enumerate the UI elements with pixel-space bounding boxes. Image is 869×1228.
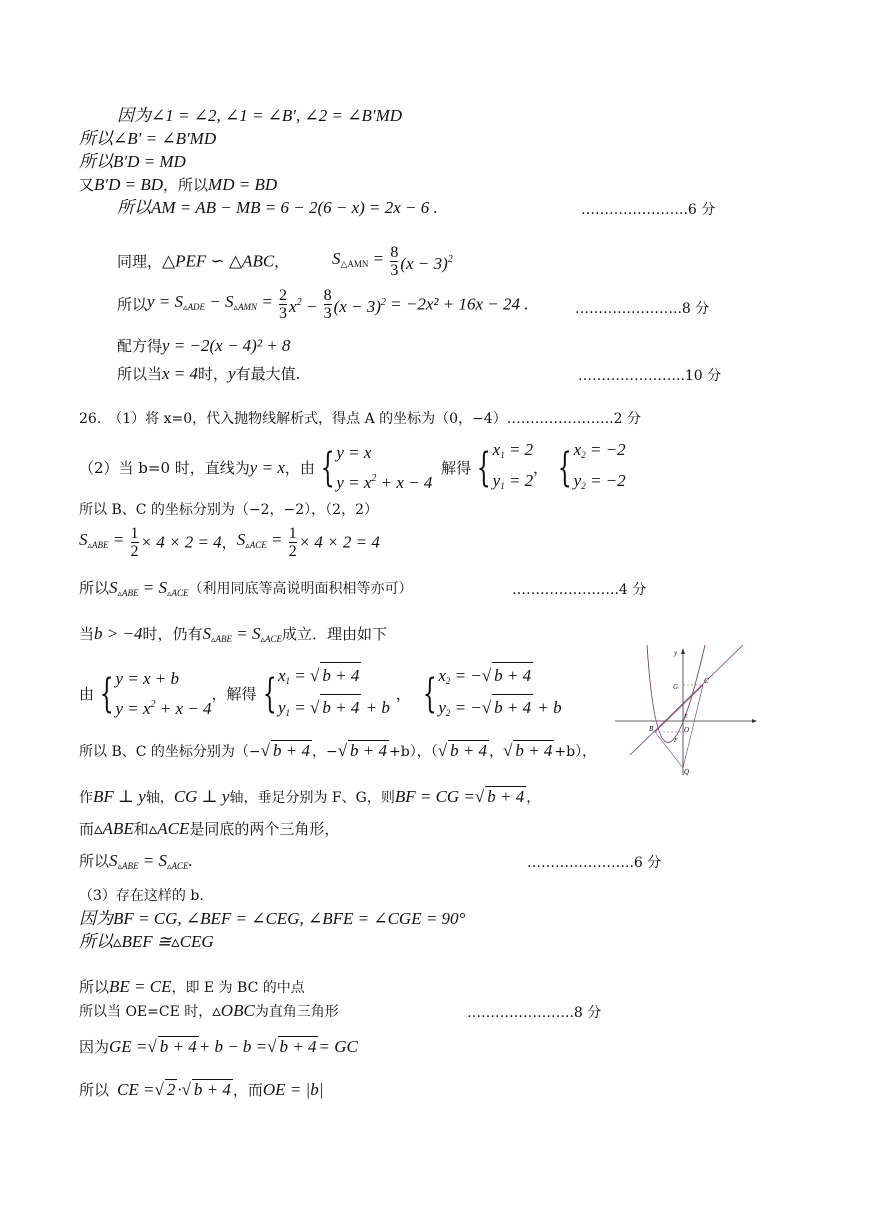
line-b-condition: 当b > −4时，仍有$S_{▵ABE} = S_{▵ACE}$成立．理由如下 (79, 624, 388, 644)
line-areas-equal-2: 所以$S_{▵ABE} = S_{▵ACE}$. (79, 851, 193, 871)
line-similar-triangles: 同理，△PEF ∽ △ABC， $S_{\triangle AMN}$ = $\frac{8}{3}$ $(x - 3)^2$ (117, 244, 453, 279)
line-angle-equalities: 因为∠1 = ∠2, ∠1 = ∠B′, ∠2 = ∠B′MD (117, 106, 403, 125)
line-md-bd: 又B′D = BD，所以MD = BD (79, 175, 278, 194)
label-c: C (704, 677, 709, 685)
line-congruence-reason: 因为BF = CG, ∠BEF = ∠CEG, ∠BFE = ∠CGE = 90° (79, 909, 466, 928)
label-o: O (684, 726, 690, 734)
label-q: Q (684, 768, 690, 776)
score-10-points: …………………..10 分 (578, 368, 722, 384)
score-4-points: …………………..4 分 (512, 582, 647, 598)
line-right-triangle: 所以当 OE=CE 时，▵OBC为直角三角形 (79, 1001, 339, 1020)
line-same-base: 而▵ABE和▵ACE是同底的两个三角形， (79, 819, 340, 838)
score-6-points-b: …………………..6 分 (527, 855, 662, 871)
line-bc-coords-1: 所以 B、C 的坐标分别为（−2，−2），（2，2） (79, 502, 378, 518)
line-congruence: 所以▵BEF ≅▵CEG (79, 932, 214, 951)
line-y-expression: 所以$y = S_{▵ADE} - S_{▵AMN}$ = $\frac{2}{3}$ $x^2$ − $\frac{8}{3}$ $(x - 3)^2 = -2x^2 + 16x - 24$ . (117, 287, 529, 322)
label-b: B (649, 725, 654, 733)
line-ge-gc: 因为GE =√ b + 4 + b − b =√ b + 4 = GC (79, 1037, 358, 1056)
label-e: E (684, 714, 688, 720)
line-y-x-plus-b (630, 645, 743, 755)
label-f: F (674, 738, 678, 744)
label-g: G (673, 683, 679, 691)
label-y: y (674, 649, 678, 657)
y-axis-arrow (681, 648, 685, 654)
line-triangle-areas: $S_{▵ABE}$ = $\frac{1}{2}$ × 4 × 2 = 4，$S_{▵ACE}$ = $\frac{1}{2}$ × 4 × 2 = 4 (79, 525, 380, 560)
line-ce-oe: 所以 CE =√ 2 ·√ b + 4 ，而OE = |b| (79, 1080, 324, 1099)
score-6-points-a: …………………..6 分 (581, 202, 716, 218)
line-angle-conclusion: 所以∠B′ = ∠B′MD (79, 129, 217, 148)
score-8-points-a: …………………..8 分 (575, 301, 710, 317)
score-8-points-b: …………………..8 分 (467, 1005, 602, 1021)
parabola-figure (610, 640, 760, 780)
line-am: 所以AM = AB − MB = 6 − 2(6 − x) = 2x − 6 . (117, 198, 438, 217)
line-bc-coords-2: 所以 B、C 的坐标分别为（−√ b + 4 ，−√ b + 4 +b），（√ b + 4 ，√ b + 4 +b）， (79, 741, 597, 760)
segment-bq (655, 732, 683, 768)
q26-part1: 26. （1）将 x=0，代入抛物线解析式，得点 A 的坐标为（0，−4）…………………..2 分 (79, 411, 641, 427)
q26-part3: （3）存在这样的 b. (79, 888, 204, 904)
line-max-value: 所以当x = 4时，y有最大值. (117, 364, 301, 383)
x-axis-arrow (752, 719, 757, 723)
line-perpendiculars: 作BF ⊥ y轴，CG ⊥ y轴，垂足分别为 F、G，则BF = CG =√ b + 4 ， (79, 787, 541, 806)
line-completing-square: 配方得y = −2(x − 4)² + 8 (117, 336, 291, 355)
line-areas-equal: 所以$S_{▵ABE} = S_{▵ACE}$（利用同底等高说明面积相等亦可） (79, 578, 413, 598)
parabola-curve (647, 645, 705, 743)
line-midpoint: 所以BE = CE，即 E 为 BC 的中点 (79, 977, 305, 996)
q26-part2-system: （2）当 b=0 时，直线为y = x，由 { y = x $y = x^2 + x - 4$ 解得 { $x_1 = 2$ $y_1 = 2$ ， { $x_2 = -2$ $y_2 = -2$ (79, 440, 626, 492)
segment-bc (655, 685, 703, 732)
line-bd-md: 所以B′D = MD (79, 152, 186, 171)
line-general-system: 由 { y = x + b $y = x^2 + x - 4$ ，解得 { $x_1$ = √ b + 4 $y_1$ = √ b + 4 + b ， { $x_2$ = −√ b + 4 $y_2$ = −√ b + 4 + b (79, 662, 562, 718)
